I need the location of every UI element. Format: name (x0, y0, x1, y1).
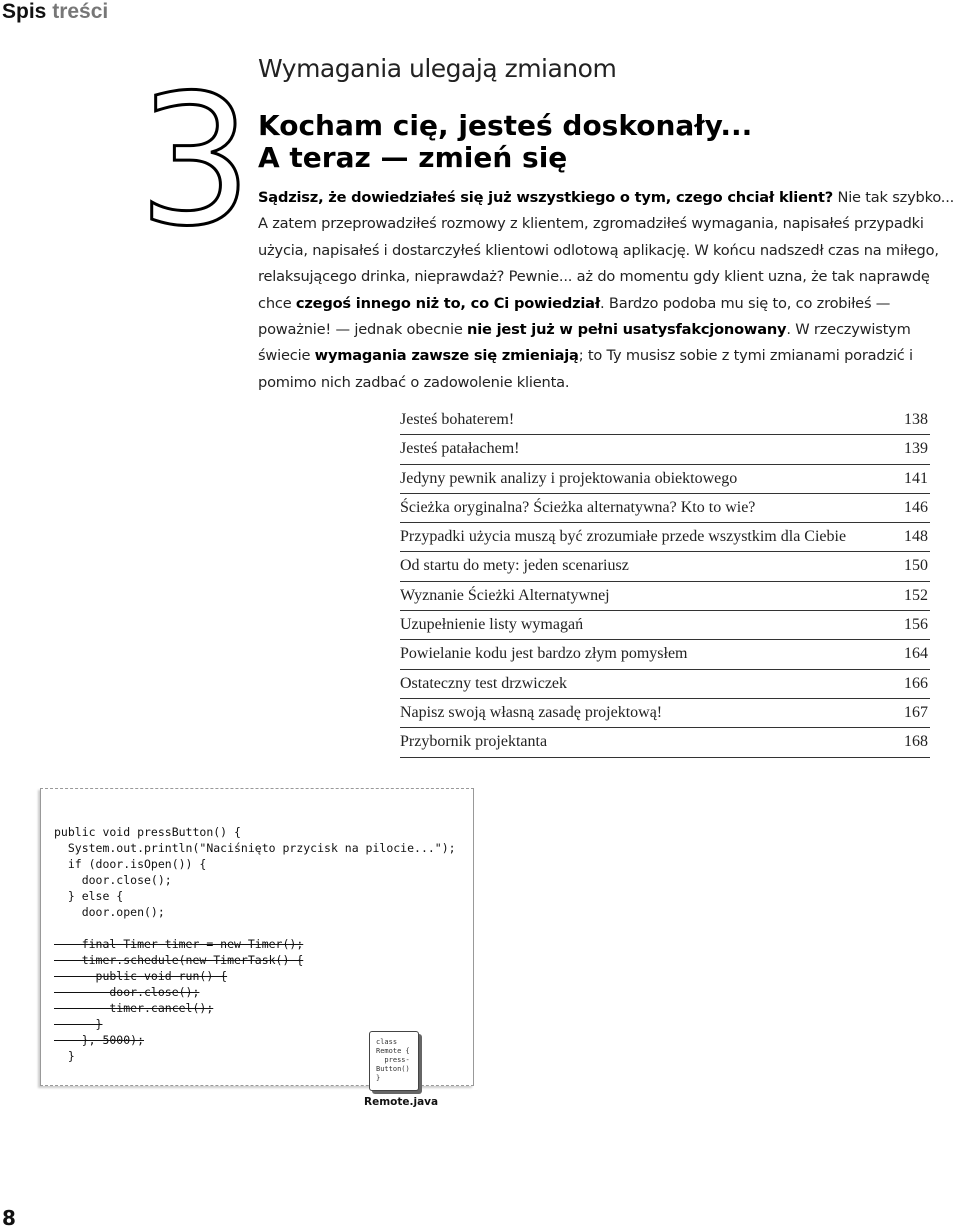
toc-entry-page: 156 (904, 616, 928, 634)
toc-entry-page: 166 (904, 674, 928, 692)
toc-entry[interactable] (400, 406, 930, 435)
toc-entry-title: Jesteś bohaterem! (400, 411, 515, 428)
page-number: 8 (2, 1206, 16, 1230)
intro-paragraph (258, 185, 958, 396)
code-line-struck: timer.cancel(); (54, 1001, 214, 1015)
intro-text-3: . W rzeczywistym świecie (258, 321, 911, 365)
code-line: System.out.println("Naciśnięto przycisk na pilocie..."); (54, 841, 456, 855)
chapter-number: 3 (138, 57, 253, 266)
code-line: } (54, 1049, 75, 1063)
toc-entry-page: 150 (904, 557, 928, 575)
intro-text-1: Nie tak szybko... A zatem przeprowadziłeś rozmowy z klientem, zgromadziłeś wymagania, napisałeś przypadki użycia, napisałeś i dostarczyłeś klientowi odlotową aplikację. W końcu nadszedł czas na miłego, relaksującego drinka, nieprawdaż? Pewnie... aż do momentu gdy klient uzna, że tak naprawdę chce (258, 189, 955, 312)
toc-entry[interactable] (400, 670, 930, 699)
code-line-struck: final Timer timer = new Timer(); (54, 937, 304, 951)
chapter-title-line-2: A teraz — zmień się (258, 141, 568, 174)
toc-entry[interactable] (400, 494, 930, 523)
toc-entry[interactable] (400, 523, 930, 552)
toc-list (400, 406, 930, 758)
toc-entry-page: 141 (904, 469, 928, 487)
header-word-tresci: treści (52, 0, 109, 23)
toc-entry-title: Od startu do mety: jeden scenariusz (400, 557, 629, 575)
toc-entry[interactable] (400, 699, 930, 728)
code-listing (54, 824, 456, 1064)
toc-entry-page: 138 (904, 411, 928, 428)
code-line-struck: }, 5000); (54, 1033, 145, 1047)
toc-entry[interactable] (400, 728, 930, 757)
java-file-icon (369, 1031, 419, 1091)
toc-entry-page: 168 (904, 733, 928, 751)
toc-entry-title: Jedyny pewnik analizy i projektowania obiektowego (400, 469, 738, 487)
intro-text-4: ; to Ty musisz sobie z tymi zmianami poradzić i pomimo nich zadbać o zadowolenie klienta. (258, 347, 913, 391)
toc-entry[interactable] (400, 465, 930, 494)
file-name-label: Remote.java (364, 1096, 439, 1108)
toc-entry[interactable] (400, 640, 930, 669)
toc-entry-page: 164 (904, 645, 928, 663)
chapter-label: Wymagania ulegają zmianom (258, 54, 617, 83)
code-line-struck: public void run() { (54, 969, 228, 983)
code-line-struck: door.close(); (54, 985, 200, 999)
toc-entry-title: Przypadki użycia muszą być zrozumiałe przede wszystkim dla Ciebie (400, 528, 847, 546)
code-line-struck: timer.schedule(new TimerTask() { (54, 953, 304, 967)
toc-entry-title: Napisz swoją własną zasadę projektową! (400, 703, 663, 721)
chapter-title-line-1: Kocham cię, jesteś doskonały... (258, 109, 753, 142)
file-icon-text: class Remote { press- Button() } (376, 1038, 410, 1082)
toc-entry-page: 152 (904, 586, 928, 604)
toc-entry-page: 139 (904, 440, 928, 458)
intro-bold-1: czegoś innego niż to, co Ci powiedział (295, 294, 601, 312)
toc-entry[interactable] (400, 552, 930, 581)
toc-entry-page: 167 (904, 703, 928, 721)
code-line-struck: } (54, 1017, 103, 1031)
intro-bold-2: nie jest już w pełni usatysfakcjonowany (467, 321, 787, 339)
code-line: if (door.isOpen()) { (54, 857, 207, 871)
toc-entry[interactable] (400, 611, 930, 640)
toc-entry-page: 148 (904, 528, 928, 546)
intro-lead: Sądzisz, że dowiedziałeś się już wszystkiego o tym, czego chciał klient? (258, 189, 834, 206)
toc-entry-title: Wyznanie Ścieżki Alternatywnej (400, 586, 610, 604)
toc-entry-title: Ścieżka oryginalna? Ścieżka alternatywna? Kto to wie? (400, 498, 756, 516)
intro-text-2: . Bardzo podoba mu się to, co zrobiłeś — poważnie! — jednak obecnie (258, 294, 891, 339)
running-header (2, 0, 108, 24)
chapter-title (258, 110, 858, 174)
toc-entry-title: Powielanie kodu jest bardzo złym pomysłem (400, 645, 688, 663)
code-line: public void pressButton() { (54, 825, 241, 839)
toc-entry-title: Uzupełnienie listy wymagań (400, 616, 584, 634)
code-line: } else { (54, 889, 124, 903)
code-line: door.close(); (54, 873, 172, 887)
toc-entry-page: 146 (904, 498, 928, 516)
header-word-spis: Spis (2, 0, 47, 23)
code-line: door.open(); (54, 905, 165, 919)
toc-entry-title: Przybornik projektanta (400, 733, 548, 751)
toc-entry-title: Jesteś patałachem! (400, 440, 520, 458)
toc-entry-title: Ostateczny test drzwiczek (400, 674, 568, 692)
intro-bold-3: wymagania zawsze się zmieniają (314, 347, 579, 365)
toc-entry[interactable] (400, 435, 930, 464)
code-line-blank (54, 920, 456, 936)
toc-entry[interactable] (400, 582, 930, 611)
